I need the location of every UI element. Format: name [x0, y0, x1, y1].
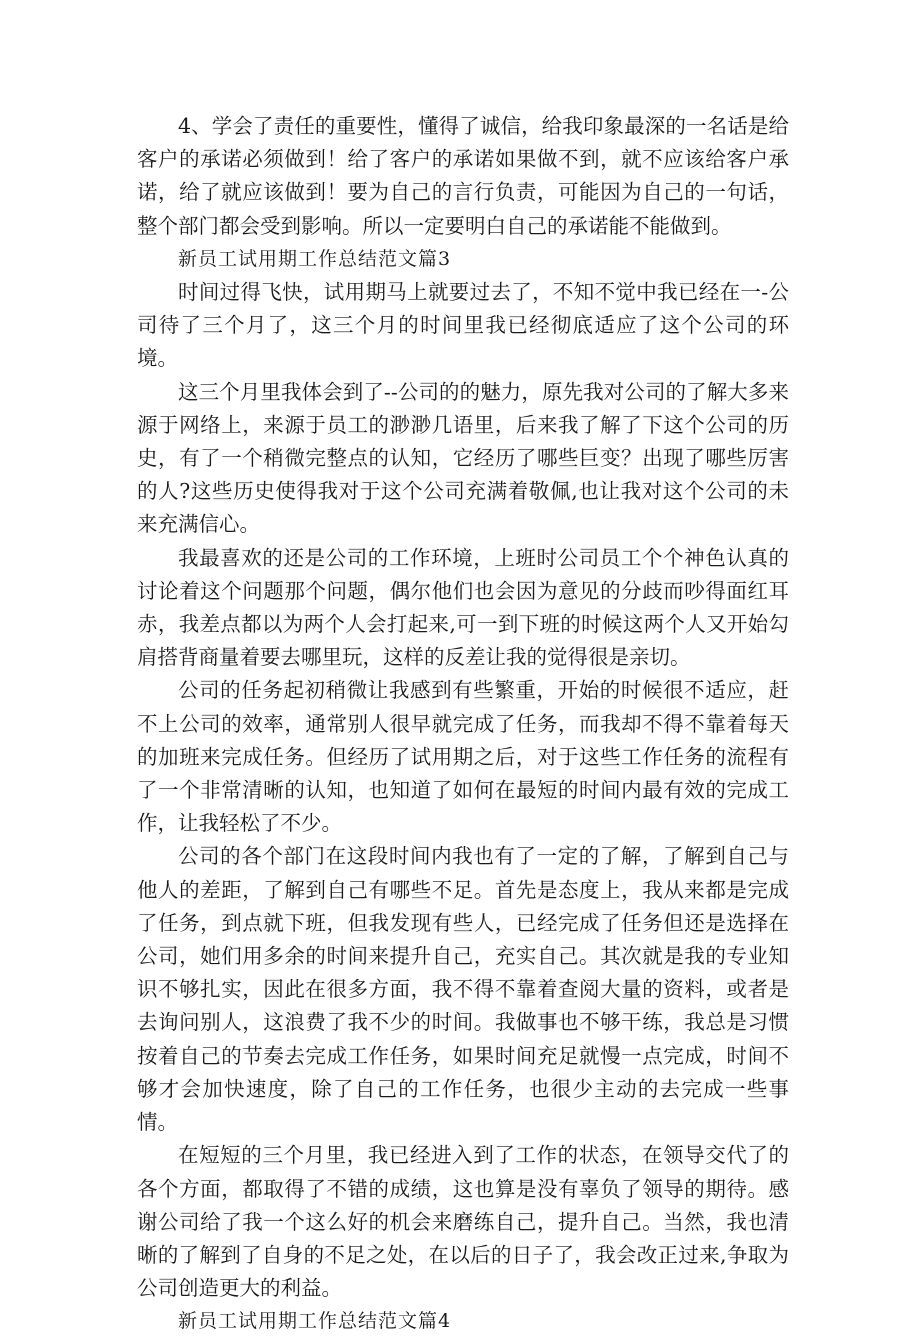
paragraph-company-charm: 这三个月里我体会到了--公司的的魅力，原先我对公司的了解大多来源于网络上，来源于员工的渺渺几语里，后来我了解了下这个公司的历史，有了一个稍微完整点的认知，它经历了哪些巨变？出现了哪些厉害的人?这些历史使得我对于这个公司充满着敬佩,也让我对这个公司的未来充满信心。	[137, 379, 789, 537]
section-heading-4: 新员工试用期工作总结范文篇4	[178, 1310, 452, 1333]
document-body	[137, 110, 789, 1339]
section-heading-3: 新员工试用期工作总结范文篇3	[178, 247, 452, 270]
paragraph-departments: 公司的各个部门在这段时间内我也有了一定的了解，了解到自己与他人的差距，了解到自己有哪些不足。首先是态度上，我从来都是完成了任务，到点就下班，但我发现有些人，已经完成了任务但还是选择在公司，她们用多余的时间来提升自己，充实自己。其次就是我的专业知识不够扎实，因此在很多方面，我不得不靠着查阅大量的资料，或者是去询问别人，这浪费了我不少的时间。我做事也不够干练，我总是习惯按着自己的节奏去完成工作任务，如果时间充足就慢一点完成，时间不够才会加快速度，除了自己的工作任务，也很少主动的去完成一些事情。	[137, 844, 789, 1135]
paragraph-time-flies: 时间过得飞快，试用期马上就要过去了，不知不觉中我已经在一-公司待了三个月了，这三个月的时间里我已经彻底适应了这个公司的环境。	[137, 280, 789, 371]
paragraph-tasks: 公司的任务起初稍微让我感到有些繁重，开始的时候很不适应，赶不上公司的效率，通常别人很早就完成了任务，而我却不得不靠着每天的加班来完成任务。但经历了试用期之后，对于这些工作任务的流程有了一个非常清晰的认知，也知道了如何在最短的时间内最有效的完成工作，让我轻松了不少。	[137, 678, 789, 836]
paragraph-three-months: 在短短的三个月里，我已经进入到了工作的状态，在领导交代了的各个方面，都取得了不错的成绩，这也算是没有辜负了领导的期待。感谢公司给了我一个这么好的机会来磨练自己，提升自己。当然，我也清晰的了解到了自身的不足之处，在以后的日子了，我会改正过来,争取为公司创造更大的利益。	[137, 1143, 789, 1301]
paragraph-work-environment: 我最喜欢的还是公司的工作环境，上班时公司员工个个神色认真的讨论着这个问题那个问题，偶尔他们也会因为意见的分歧而吵得面红耳赤，我差点都以为两个人会打起来,可一到下班的时候这两个人又开始勾肩搭背商量着要去哪里玩，这样的反差让我的觉得很是亲切。	[137, 545, 789, 670]
paragraph-responsibility: 4、学会了责任的重要性，懂得了诚信，给我印象最深的一名话是给客户的承诺必须做到！给了客户的承诺如果做不到，就不应该给客户承诺，给了就应该做到！要为自己的言行负责，可能因为自己的一句话，整个部门都会受到影响。所以一定要明白自己的承诺能不能做到。	[137, 114, 789, 238]
